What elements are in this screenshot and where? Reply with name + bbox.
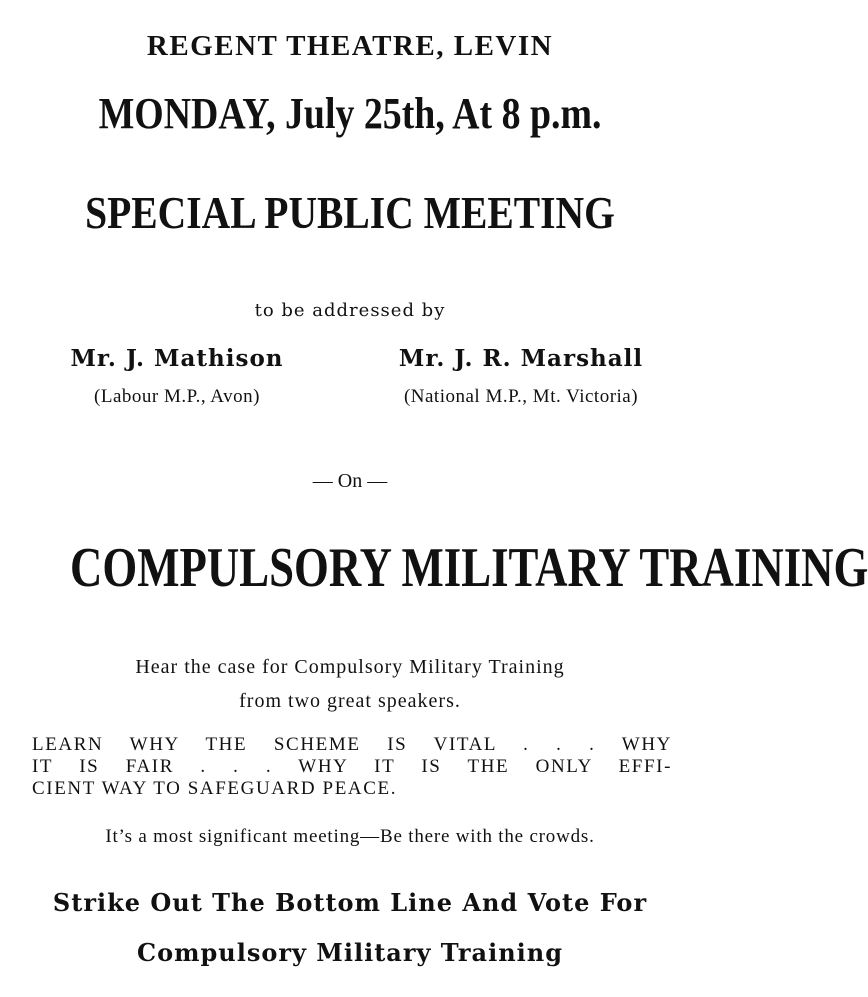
learn-line: IT IS FAIR . . . WHY IT IS THE ONLY EFFI- — [32, 756, 672, 777]
speaker-role: (Labour M.P., Avon) — [94, 386, 260, 407]
hear-line: from two great speakers. — [239, 690, 461, 712]
speaker-name: Mr. J. Mathison — [70, 345, 284, 372]
learn-paragraph — [32, 734, 672, 800]
hear-text — [0, 650, 700, 718]
venue-heading: REGENT THEATRE, LEVIN — [146, 30, 554, 62]
speaker-role: (National M.P., Mt. Victoria) — [403, 386, 639, 407]
speaker-name: Mr. J. R. Marshall — [398, 345, 644, 372]
date-line: MONDAY, July 25th, At 8 p.m. — [98, 89, 602, 138]
topic-heading: COMPULSORY MILITARY TRAINING — [70, 537, 868, 599]
on-divider: — On — — [312, 470, 388, 492]
hear-line: Hear the case for Compulsory Military Training — [135, 656, 565, 678]
learn-line: LEARN WHY THE SCHEME IS VITAL . . . WHY — [32, 734, 672, 755]
speaker-marshall — [360, 345, 682, 408]
speaker-mathison — [52, 345, 302, 408]
closing-line: Compulsory Military Training — [136, 938, 564, 967]
learn-line: CIENT WAY TO SAFEGUARD PEACE. — [32, 778, 398, 799]
strike-line: Strike Out The Bottom Line And Vote For — [52, 888, 648, 917]
significant-text: It’s a most significant meeting—Be there with the crowds. — [105, 826, 595, 847]
meeting-heading: SPECIAL PUBLIC MEETING — [85, 187, 615, 238]
addressed-by-text: to be addressed by — [254, 300, 446, 321]
